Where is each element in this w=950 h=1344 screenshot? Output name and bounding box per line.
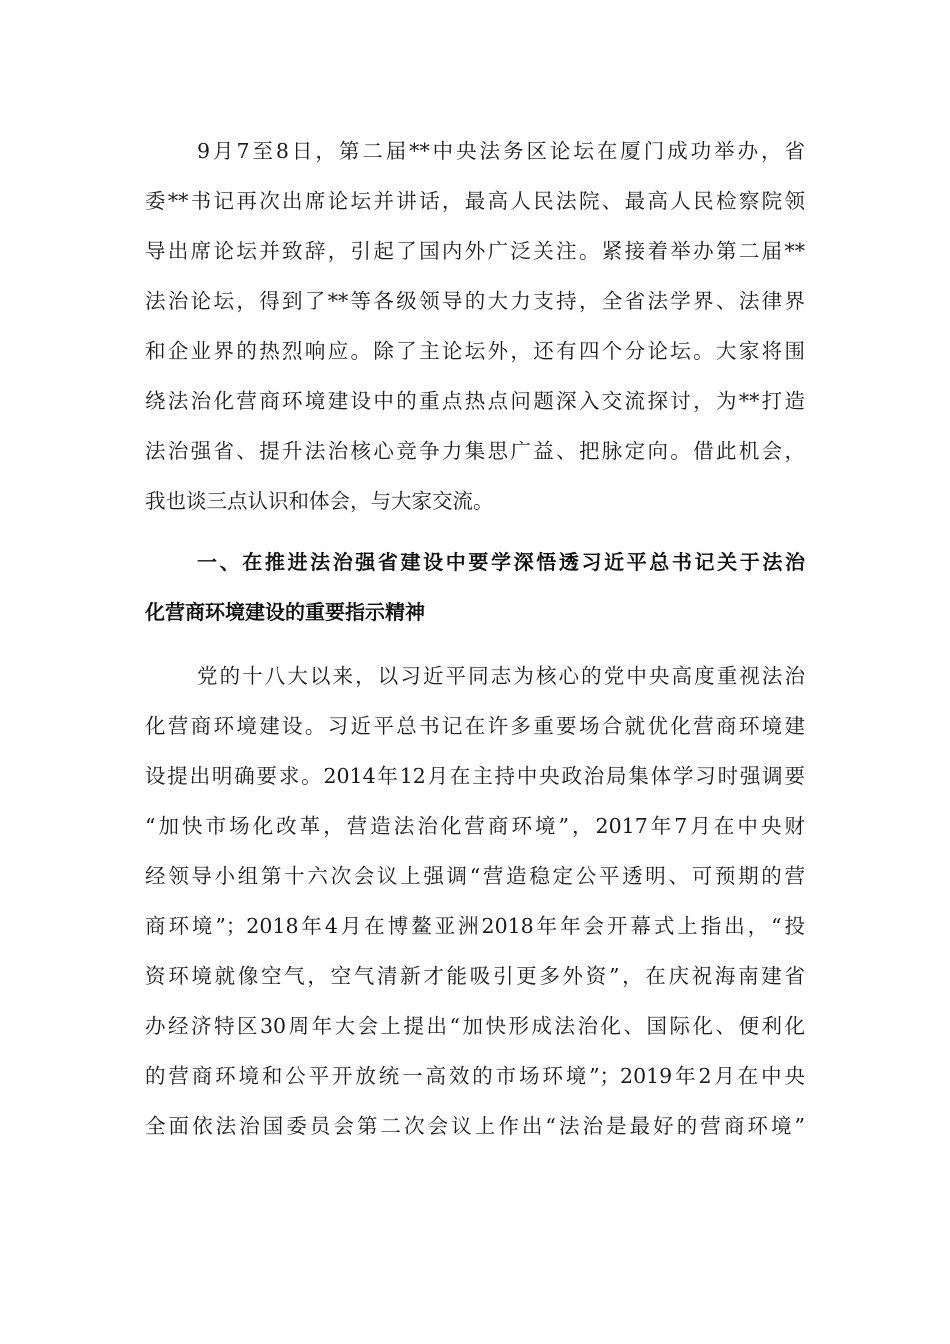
text-line: 和企业界的热烈响应。除了主论坛外，还有四个分论坛。大家将围 — [145, 339, 805, 363]
text-line: 经领导小组第十六次会议上强调“营造稳定公平透明、可预期的营 — [145, 864, 805, 888]
heading-line: 化营商环境建设的重要指示精神 — [145, 600, 425, 624]
text-line: 我也谈三点认识和体会，与大家交流。 — [145, 489, 494, 513]
text-line: 法治强省、提升法治核心竞争力集思广益、把脉定向。借此机会， — [145, 439, 805, 463]
text-line: 委**书记再次出席论坛并讲话，最高人民法院、最高人民检察院领 — [145, 189, 805, 213]
text-line: 全面依法治国委员会第二次会议上作出“法治是最好的营商环境” — [145, 1114, 805, 1138]
text-line: 9月7至8日，第二届**中央法务区论坛在厦门成功举办，省 — [197, 139, 805, 163]
text-line: 导出席论坛并致辞，引起了国内外广泛关注。紧接着举办第二届** — [145, 239, 805, 263]
text-line: 党的十八大以来，以习近平同志为核心的党中央高度重视法治 — [197, 664, 805, 688]
text-line: 化营商环境建设。习近平总书记在许多重要场合就优化营商环境建 — [145, 714, 805, 738]
heading-line: 一、在推进法治强省建设中要学深悟透习近平总书记关于法治 — [197, 550, 805, 574]
text-line: 办经济特区30周年大会上提出“加快形成法治化、国际化、便利化 — [145, 1014, 805, 1038]
text-line: 法治论坛，得到了**等各级领导的大力支持，全省法学界、法律界 — [145, 289, 805, 313]
text-line: 绕法治化营商环境建设中的重点热点问题深入交流探讨，为**打造 — [145, 389, 805, 413]
text-line: 资环境就像空气，空气清新才能吸引更多外资”，在庆祝海南建省 — [145, 964, 805, 988]
text-line: “加快市场化改革，营造法治化营商环境”，2017年7月在中央财 — [145, 814, 805, 838]
text-line: 设提出明确要求。2014年12月在主持中央政治局集体学习时强调要 — [145, 764, 805, 788]
text-line: 商环境”；2018年4月在博鳌亚洲2018年年会开幕式上指出，“投 — [145, 914, 805, 938]
text-line: 的营商环境和公平开放统一高效的市场环境”；2019年2月在中央 — [145, 1064, 805, 1088]
